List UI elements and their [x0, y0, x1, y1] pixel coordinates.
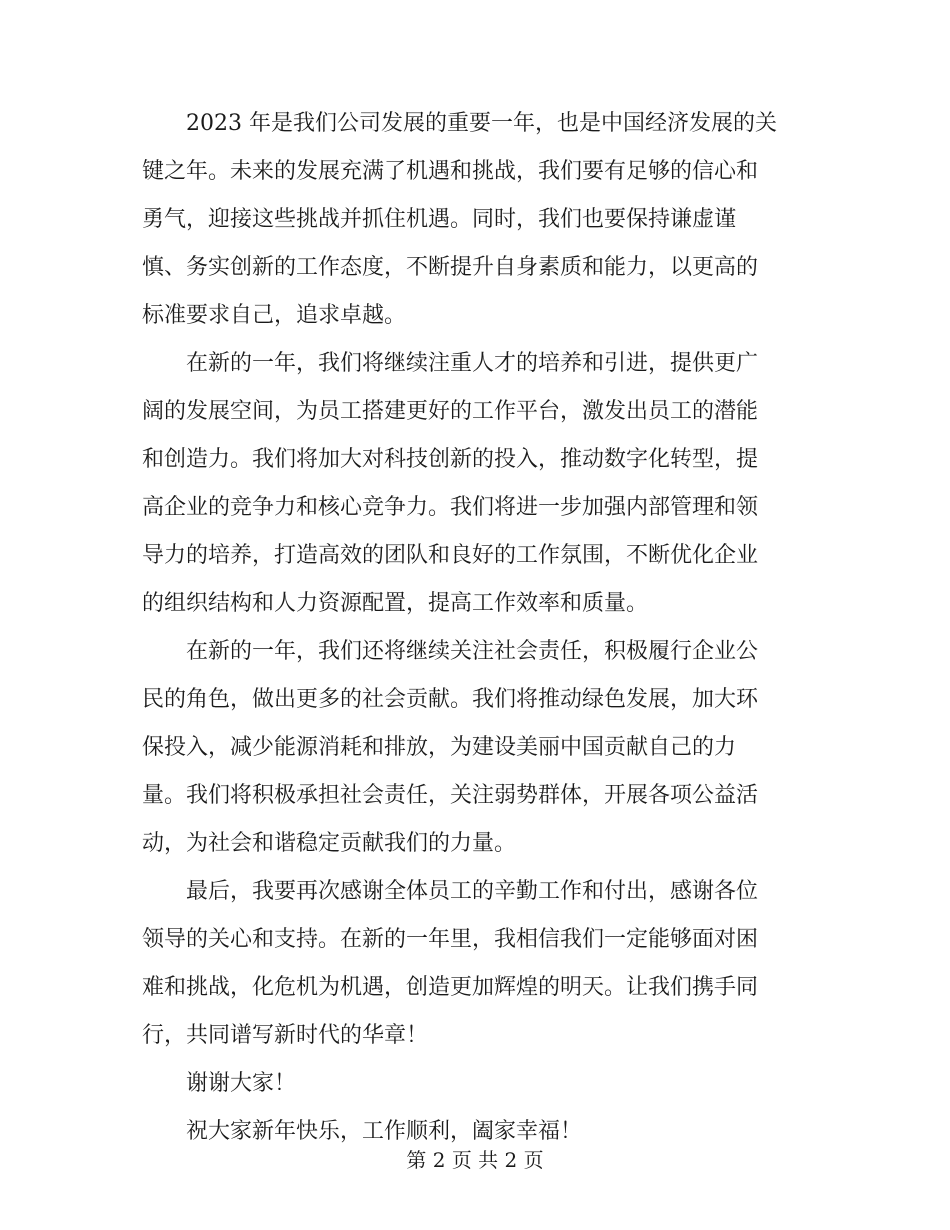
- body-line: 民的角色，做出更多的社会贡献。我们将推动绿色发展，加大环: [142, 687, 759, 712]
- body-line: 慎、务实创新的工作态度，不断提升自身素质和能力，以更高的: [142, 255, 759, 280]
- body-line: 行，共同谱写新时代的华章！: [142, 1023, 429, 1048]
- page-number-footer: 第 2 页 共 2 页: [406, 1148, 544, 1172]
- document-body: [142, 100, 812, 1156]
- body-line: 谢谢大家！: [186, 1071, 297, 1096]
- body-line: 保投入，减少能源消耗和排放，为建设美丽中国贡献自己的力: [142, 735, 737, 760]
- body-line: 勇气，迎接这些挑战并抓住机遇。同时，我们也要保持谦虚谨: [142, 207, 737, 232]
- body-line: 高企业的竞争力和核心竞争力。我们将进一步加强内部管理和领: [142, 495, 759, 520]
- body-line: 祝大家新年快乐，工作顺利，阖家幸福！: [186, 1119, 583, 1144]
- body-line: 在新的一年，我们还将继续关注社会责任，积极履行企业公: [186, 639, 759, 664]
- body-line: 和创造力。我们将加大对科技创新的投入，推动数字化转型，提: [142, 447, 759, 472]
- body-line: 在新的一年，我们将继续注重人才的培养和引进，提供更广: [186, 351, 759, 376]
- body-line: 领导的关心和支持。在新的一年里，我相信我们一定能够面对困: [142, 927, 759, 952]
- body-line: 最后，我要再次感谢全体员工的辛勤工作和付出，感谢各位: [186, 879, 759, 904]
- body-line: 动，为社会和谐稳定贡献我们的力量。: [142, 831, 517, 856]
- body-line: 的组织结构和人力资源配置，提高工作效率和质量。: [142, 591, 649, 616]
- body-line: 键之年。未来的发展充满了机遇和挑战，我们要有足够的信心和: [142, 159, 759, 184]
- body-line: 导力的培养，打造高效的团队和良好的工作氛围，不断优化企业: [142, 543, 759, 568]
- body-line: 2023 年是我们公司发展的重要一年，也是中国经济发展的关: [186, 111, 777, 136]
- body-line: 标准要求自己，追求卓越。: [142, 303, 407, 328]
- body-line: 量。我们将积极承担社会责任，关注弱势群体，开展各项公益活: [142, 783, 759, 808]
- body-line: 难和挑战，化危机为机遇，创造更加辉煌的明天。让我们携手同: [142, 975, 759, 1000]
- body-line: 阔的发展空间，为员工搭建更好的工作平台，激发出员工的潜能: [142, 399, 759, 424]
